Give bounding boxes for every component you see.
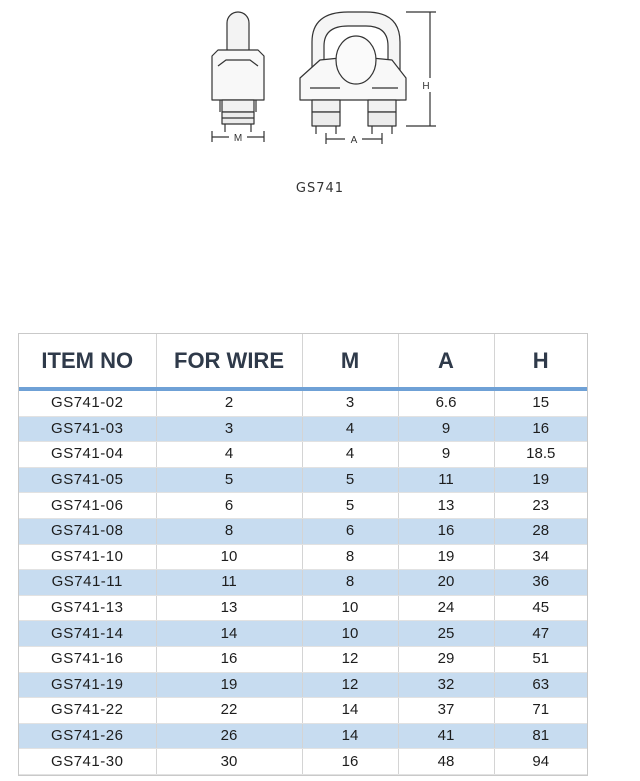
side-view [212, 12, 264, 142]
cell-h: 94 [494, 749, 587, 775]
cell-a: 41 [398, 723, 494, 749]
cell-m: 3 [302, 389, 398, 416]
cell-h: 45 [494, 595, 587, 621]
cell-h: 18.5 [494, 442, 587, 468]
cell-h: 47 [494, 621, 587, 647]
cell-item-no: GS741-13 [19, 595, 156, 621]
cell-for-wire: 10 [156, 544, 302, 570]
cell-a: 25 [398, 621, 494, 647]
dimension-label-h: H [422, 81, 430, 92]
cell-a: 16 [398, 518, 494, 544]
cell-item-no: GS741-19 [19, 672, 156, 698]
cell-m: 10 [302, 595, 398, 621]
cell-h: 16 [494, 416, 587, 442]
cell-h: 28 [494, 518, 587, 544]
cell-for-wire: 13 [156, 595, 302, 621]
spec-table [19, 334, 587, 775]
cell-a: 37 [398, 698, 494, 724]
dimension-label-m: M [233, 133, 243, 144]
cell-m: 4 [302, 442, 398, 468]
cell-item-no: GS741-04 [19, 442, 156, 468]
cell-item-no: GS741-16 [19, 646, 156, 672]
wire-rope-clip-drawing [0, 0, 640, 180]
table-row [19, 467, 587, 493]
header-for-wire: FOR WIRE [156, 334, 302, 389]
header-m: M [302, 334, 398, 389]
table-header-row [19, 334, 587, 389]
table-row [19, 723, 587, 749]
table-row [19, 621, 587, 647]
cell-item-no: GS741-05 [19, 467, 156, 493]
cell-for-wire: 11 [156, 570, 302, 596]
cell-for-wire: 26 [156, 723, 302, 749]
table-row [19, 749, 587, 775]
cell-h: 81 [494, 723, 587, 749]
cell-for-wire: 19 [156, 672, 302, 698]
cell-for-wire: 22 [156, 698, 302, 724]
cell-h: 36 [494, 570, 587, 596]
cell-m: 4 [302, 416, 398, 442]
header-a: A [398, 334, 494, 389]
cell-a: 9 [398, 416, 494, 442]
cell-a: 32 [398, 672, 494, 698]
cell-a: 9 [398, 442, 494, 468]
spec-table-container [18, 333, 588, 776]
cell-for-wire: 14 [156, 621, 302, 647]
cell-h: 34 [494, 544, 587, 570]
cell-item-no: GS741-11 [19, 570, 156, 596]
cell-for-wire: 6 [156, 493, 302, 519]
cell-a: 24 [398, 595, 494, 621]
table-row [19, 416, 587, 442]
cell-item-no: GS741-26 [19, 723, 156, 749]
cell-m: 6 [302, 518, 398, 544]
cell-m: 5 [302, 493, 398, 519]
cell-a: 6.6 [398, 389, 494, 416]
cell-for-wire: 5 [156, 467, 302, 493]
table-row [19, 595, 587, 621]
model-caption: GS741 [295, 181, 345, 196]
table-row [19, 493, 587, 519]
table-row [19, 389, 587, 416]
cell-item-no: GS741-08 [19, 518, 156, 544]
cell-item-no: GS741-22 [19, 698, 156, 724]
cell-a: 11 [398, 467, 494, 493]
cell-m: 16 [302, 749, 398, 775]
header-h: H [494, 334, 587, 389]
cell-for-wire: 3 [156, 416, 302, 442]
cell-m: 12 [302, 672, 398, 698]
cell-m: 8 [302, 544, 398, 570]
cell-for-wire: 8 [156, 518, 302, 544]
cell-for-wire: 30 [156, 749, 302, 775]
front-view [300, 12, 436, 144]
header-item-no: ITEM NO [19, 334, 156, 389]
cell-a: 13 [398, 493, 494, 519]
table-row [19, 672, 587, 698]
table-row [19, 570, 587, 596]
cell-a: 29 [398, 646, 494, 672]
cell-item-no: GS741-14 [19, 621, 156, 647]
table-row [19, 518, 587, 544]
cell-m: 8 [302, 570, 398, 596]
technical-drawing [0, 0, 640, 230]
cell-h: 63 [494, 672, 587, 698]
cell-h: 51 [494, 646, 587, 672]
table-body [19, 389, 587, 774]
cell-m: 14 [302, 723, 398, 749]
cell-a: 20 [398, 570, 494, 596]
cell-a: 48 [398, 749, 494, 775]
cell-h: 23 [494, 493, 587, 519]
table-row [19, 646, 587, 672]
cell-for-wire: 2 [156, 389, 302, 416]
cell-h: 15 [494, 389, 587, 416]
cell-h: 71 [494, 698, 587, 724]
cell-item-no: GS741-03 [19, 416, 156, 442]
cell-m: 12 [302, 646, 398, 672]
table-row [19, 442, 587, 468]
table-row [19, 698, 587, 724]
cell-item-no: GS741-10 [19, 544, 156, 570]
cell-h: 19 [494, 467, 587, 493]
cell-item-no: GS741-30 [19, 749, 156, 775]
cell-for-wire: 16 [156, 646, 302, 672]
cell-item-no: GS741-02 [19, 389, 156, 416]
cell-m: 14 [302, 698, 398, 724]
cell-item-no: GS741-06 [19, 493, 156, 519]
dimension-label-a: A [350, 135, 358, 146]
cell-a: 19 [398, 544, 494, 570]
cell-m: 5 [302, 467, 398, 493]
cell-m: 10 [302, 621, 398, 647]
table-row [19, 544, 587, 570]
cell-for-wire: 4 [156, 442, 302, 468]
